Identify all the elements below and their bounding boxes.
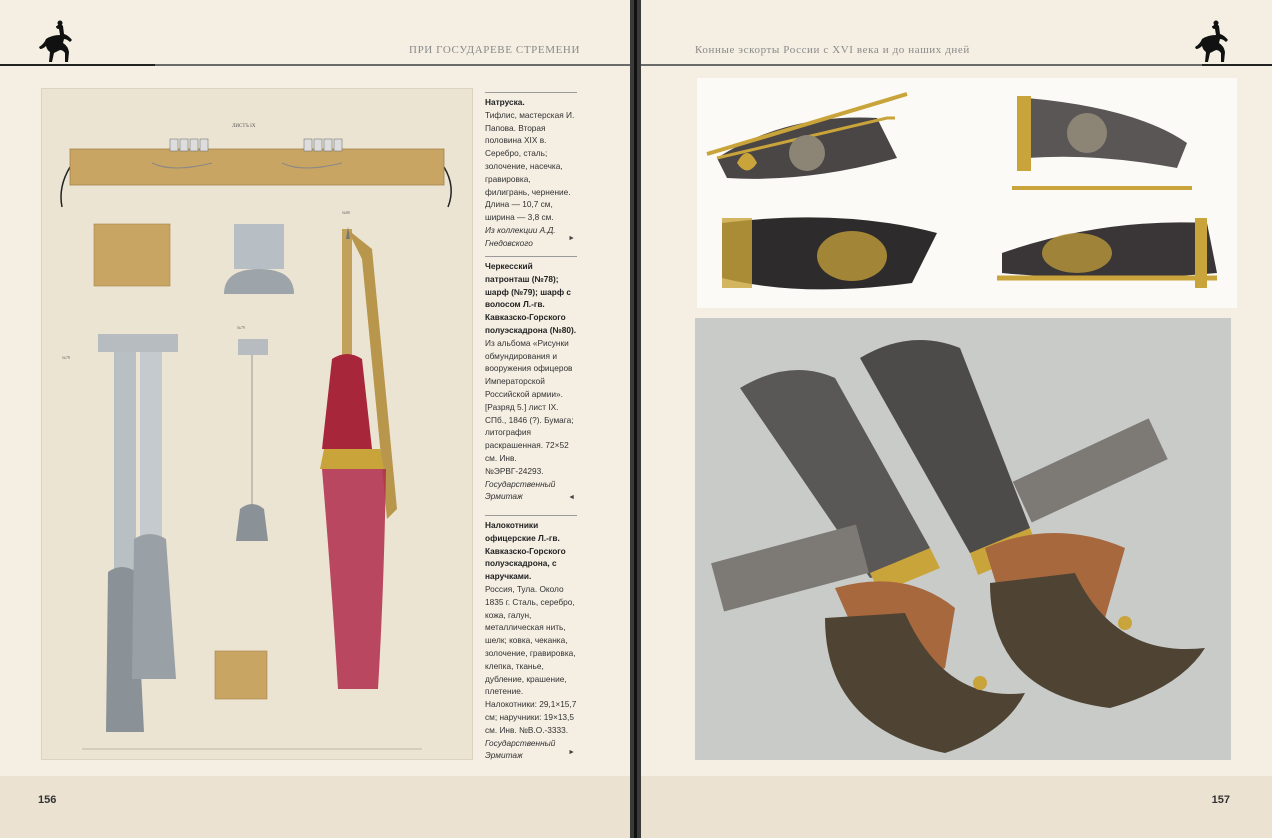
arrow-left-icon: ◄ xyxy=(568,494,575,502)
caption-natruska xyxy=(485,92,577,248)
plate-label-78: №78 xyxy=(62,355,70,360)
arrow-right-icon: ► xyxy=(568,749,575,757)
caption-nalokotniki xyxy=(485,515,577,762)
left-page-footer xyxy=(0,776,630,838)
running-title: Конные эскорты России с XVI века и до наших дней xyxy=(695,44,970,56)
caption-collection: Государственный Эрмитаж xyxy=(485,478,556,502)
caption-body: Россия, Тула. Около 1835 г. Сталь, серебро, кожа, галун, металлическая нить, шелк; ковка, чеканка, золочение, гравировка, клепка, тканье, дубление, крашение, плетение. Налокотники: 29,1×15,7 см; наручники: 19×13,5 см. Инв. №В.О.-3333. xyxy=(485,583,577,735)
caption-collection: Государственный Эрмитаж xyxy=(485,737,556,761)
captions-column xyxy=(485,92,577,770)
plate-sheet-label: ЛИСТЪ IX xyxy=(232,124,256,129)
running-title: ПРИ ГОСУДАРЕВЕ СТРЕМЕНИ xyxy=(409,44,580,56)
right-page-footer xyxy=(641,776,1272,838)
horseman-icon xyxy=(1194,12,1234,70)
natruska-photo xyxy=(697,78,1237,308)
horseman-icon xyxy=(38,12,78,70)
caption-patrontash xyxy=(485,256,577,507)
plate-label-80: №80 xyxy=(342,210,350,215)
vambraces-image xyxy=(695,318,1231,760)
right-page xyxy=(641,0,1272,838)
caption-collection: Из коллекции А.Д. Гнедовского xyxy=(485,224,556,248)
caption-title: Натруска. xyxy=(485,97,525,107)
caption-title: Налокотники офицерские Л.-гв. Кавказско-Горского полуэскадрона, с наручками. xyxy=(485,520,566,582)
gutter-shadow xyxy=(634,0,637,838)
caption-title: Черкесский патронташ (№78); шарф (№79); шарф с волосом Л.-гв. Кавказско-Горского полуэскадрона (№80). xyxy=(485,261,577,335)
arrow-right-icon: ► xyxy=(568,235,575,243)
left-page-header xyxy=(0,0,630,66)
page-number: 156 xyxy=(38,794,57,806)
plate-label-79: №79 xyxy=(237,325,245,330)
caption-body: Тифлис, мастерская И. Папова. Вторая половина XIX в. Серебро, сталь; золочение, насечка, гравировка, филигрань, чернение. Длина — 10,7 см, ширина — 3,8 см. xyxy=(485,109,575,223)
right-page-header xyxy=(641,0,1272,66)
left-page xyxy=(0,0,630,838)
powder-flask-image xyxy=(697,78,1237,308)
page-number: 157 xyxy=(1211,794,1230,806)
caption-body: Из альбома «Рисунки обмундирования и вооружения офицеров Императорской Российской армии». [Разряд 5.] лист IX. СПб., 1846 (?). Бумага; литография раскрашенная. 72×52 см. Инв. №ЭРВГ-24293. xyxy=(485,337,574,476)
plate-illustration xyxy=(42,89,472,759)
vambraces-photo xyxy=(695,318,1231,760)
lithograph-plate xyxy=(42,89,472,759)
